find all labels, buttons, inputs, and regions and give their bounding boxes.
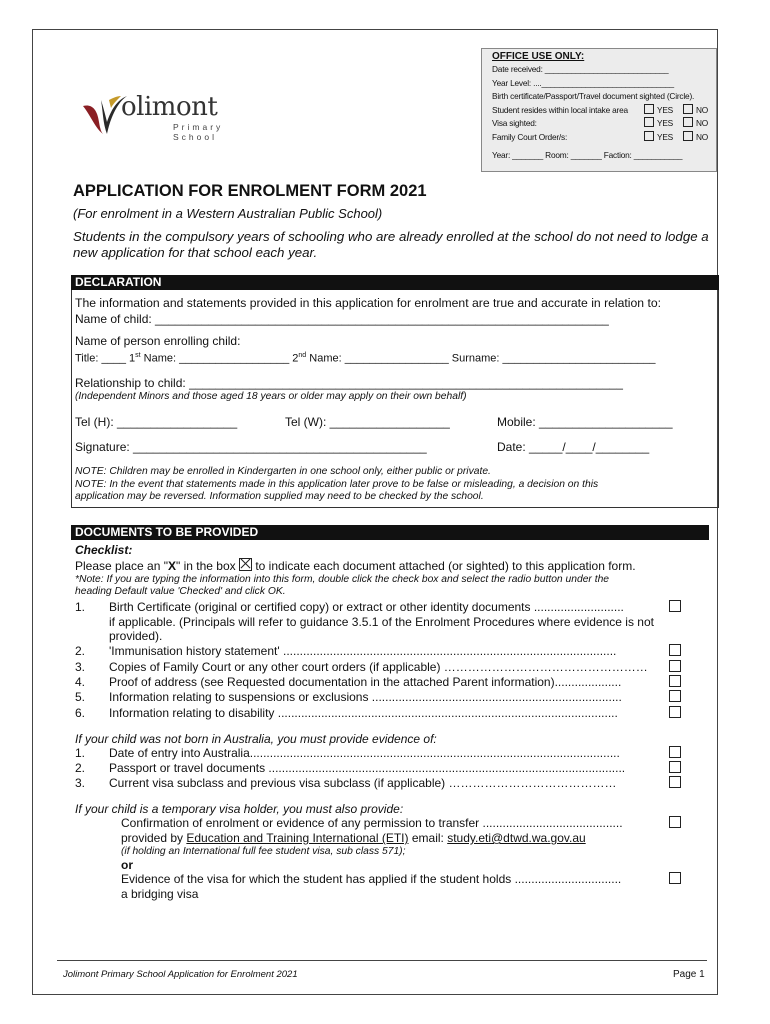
misleading-note-cont: application may be reversed. Information supplied may need to be checked by the school. (75, 491, 484, 502)
doc-item-2-num: 2. (75, 644, 86, 658)
checklist-instruction: Please place an "X" in the box to indicate each document attached (or sighted) to this application form. (75, 559, 636, 573)
doc-1-checkbox[interactable] (669, 600, 681, 612)
office-intake-yn: YES NO (644, 104, 708, 118)
no-checkbox[interactable] (683, 104, 693, 114)
office-court-yn: YES NO (644, 131, 708, 145)
eti-link[interactable]: Education and Training International (ETI) (186, 831, 409, 845)
born-1-checkbox[interactable] (669, 746, 681, 758)
form-title: APPLICATION FOR ENROLMENT FORM 2021 (73, 182, 427, 200)
yes-checkbox[interactable] (644, 104, 654, 114)
office-visa-yn: YES NO (644, 117, 708, 131)
no-checkbox[interactable] (683, 131, 693, 141)
bridging-line: Evidence of the visa for which the student has applied if the student holds ................................ (121, 872, 622, 886)
temp-visa-heading: If your child is a temporary visa holder, you must also provide: (75, 802, 404, 816)
born-item-1: Date of entry into Australia............................................................................................................... (109, 746, 620, 760)
confirmation-line: Confirmation of enrolment or evidence of any permission to transfer .......................................... (121, 816, 623, 830)
yes-checkbox[interactable] (644, 117, 654, 127)
doc-5-checkbox[interactable] (669, 690, 681, 702)
doc-3-checkbox[interactable] (669, 660, 681, 672)
doc-item-1-cont: if applicable. (Principals will refer to guidance 3.5.1 of the Enrolment Procedures where evidence is not (109, 615, 654, 629)
page-number: Page 1 (673, 969, 705, 980)
doc-2-checkbox[interactable] (669, 644, 681, 656)
bridging-checkbox[interactable] (669, 872, 681, 884)
documents-heading: DOCUMENTS TO BE PROVIDED (71, 525, 709, 540)
form-subtitle: (For enrolment in a Western Australian Public School) (73, 206, 383, 221)
doc-item-3: Copies of Family Court or any other court orders (if applicable) …………………………………………… (109, 660, 648, 674)
misleading-note: NOTE: In the event that statements made in this application later prove to be false or misleading, a decision on this (75, 479, 599, 490)
logo-subtitle: Primary School (173, 122, 224, 142)
doc-item-3-num: 3. (75, 660, 86, 674)
born-item-1-num: 1. (75, 746, 86, 760)
born-3-checkbox[interactable] (669, 776, 681, 788)
born-item-3: Current visa subclass and previous visa subclass (if applicable) …………………………………… (109, 776, 617, 790)
logo-wordmark: olimont (121, 92, 218, 122)
checked-box-icon (239, 558, 252, 571)
doc-6-checkbox[interactable] (669, 706, 681, 718)
doc-item-5-num: 5. (75, 690, 86, 704)
declaration-heading: DECLARATION (71, 275, 719, 290)
footer-title: Jolimont Primary School Application for Enrolment 2021 (63, 969, 298, 980)
doc-item-2: 'Immunisation history statement' .................................................................................................... (109, 644, 617, 658)
declaration-intro: The information and statements provided in this application for enrolment are true and accurate in relation to: (75, 296, 662, 310)
form-page (32, 29, 718, 995)
form-intro: Students in the compulsory years of schooling who are already enrolled at the school do not need to lodge a new application for that school each year. (73, 229, 709, 260)
office-court-row: Family Court Order/s: YES NO (492, 131, 716, 145)
no-checkbox[interactable] (683, 117, 693, 127)
yes-checkbox[interactable] (644, 131, 654, 141)
footer-divider (57, 960, 707, 961)
doc-item-4-num: 4. (75, 675, 86, 689)
office-year-level: Year Level: ....______________________________ (492, 77, 674, 88)
office-date-received: Date received: ____________________________ (492, 64, 669, 74)
person-enrolling-label: Name of person enrolling child: (75, 334, 241, 348)
office-birth-cert: Birth certificate/Passport/Travel document sighted (Circle). (492, 91, 695, 102)
doc-item-5: Information relating to suspensions or exclusions ........................................................................... (109, 690, 622, 704)
or-label: or (121, 858, 133, 872)
fee-visa-note: (if holding an International full fee student visa, sub class 571); (121, 846, 406, 857)
tel-home-field[interactable]: Tel (H): __________________ (75, 415, 238, 429)
school-logo (81, 92, 231, 142)
born-item-2: Passport or travel documents ........................................................................................................... (109, 761, 626, 775)
doc-item-1-cont2: provided). (109, 629, 163, 643)
bridging-line-cont: a bridging visa (121, 887, 199, 901)
tel-work-field[interactable]: Tel (W): __________________ (285, 415, 450, 429)
office-year-room: Year: _______ Room: _______ Faction: ___________ (492, 149, 683, 160)
date-field[interactable]: Date: _____/____/________ (497, 440, 650, 454)
office-intake-row: Student resides within local intake area YES NO (492, 104, 716, 118)
doc-item-1-num: 1. (75, 600, 86, 614)
eti-email-link[interactable]: study.eti@dtwd.wa.gov.au (447, 831, 586, 845)
office-visa-row: Visa sighted: YES NO (492, 117, 716, 131)
doc-item-6: Information relating to disability ...................................................................................................... (109, 706, 618, 720)
signature-field[interactable]: Signature: ____________________________________________ (75, 440, 427, 454)
born-item-3-num: 3. (75, 776, 86, 790)
doc-item-4: Proof of address (see Requested documentation in the attached Parent information).................... (109, 675, 622, 689)
not-born-heading: If your child was not born in Australia, you must provide evidence of: (75, 732, 437, 746)
confirmation-checkbox[interactable] (669, 816, 681, 828)
relationship-note: (Independent Minors and those aged 18 years or older may apply on their own behalf) (75, 391, 467, 402)
doc-item-1: Birth Certificate (original or certified copy) or extract or other identity documents ........................... (109, 600, 624, 614)
born-2-checkbox[interactable] (669, 761, 681, 773)
relationship-field[interactable]: Relationship to child: _________________________________________________________________ (75, 376, 623, 390)
mobile-field[interactable]: Mobile: ____________________ (497, 415, 673, 429)
doc-item-6-num: 6. (75, 706, 86, 720)
typing-note-cont: heading Default value 'Checked' and click OK. (75, 586, 286, 597)
kindergarten-note: NOTE: Children may be enrolled in Kindergarten in one school only, either public or private. (75, 466, 491, 477)
child-name-field[interactable]: Name of child: ____________________________________________________________________ (75, 312, 609, 326)
eti-line: provided by Education and Training International (ETI) email: study.eti@dtwd.wa.gov.au (121, 831, 586, 845)
doc-4-checkbox[interactable] (669, 675, 681, 687)
typing-note: *Note: If you are typing the information into this form, double click the check box and select the radio button under the (75, 574, 610, 585)
office-use-box (481, 48, 717, 172)
office-heading: OFFICE USE ONLY: (492, 51, 585, 62)
born-item-2-num: 2. (75, 761, 86, 775)
name-fields-row[interactable]: Title: ____ 1st Name: __________________ 2nd Name: _________________ Surname: _________________________ (75, 352, 656, 365)
checklist-label: Checklist: (75, 543, 133, 557)
